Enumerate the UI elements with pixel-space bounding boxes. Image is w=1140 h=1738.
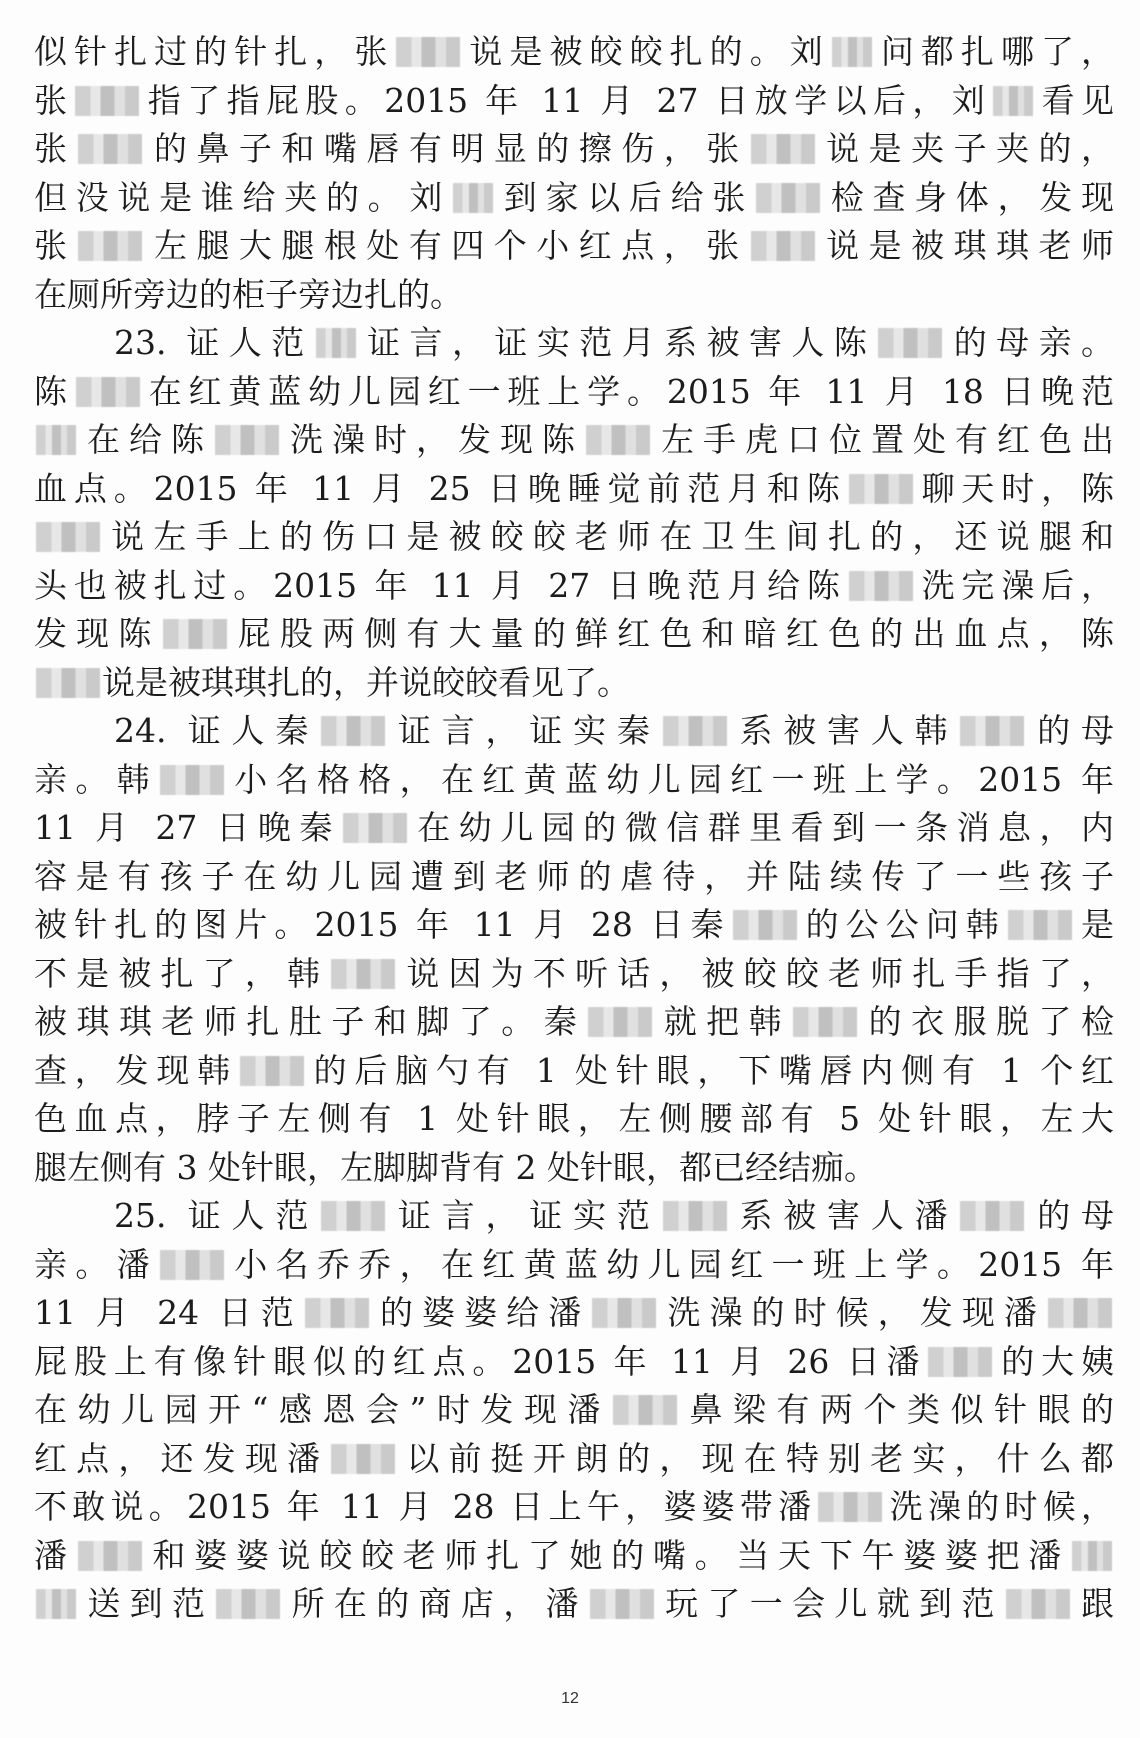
text-segment: 张: [34, 80, 74, 120]
text-segment: 在给陈: [78, 420, 213, 459]
text-segment: 说因为不听话，被皎皎老师扎手指了，: [397, 953, 1114, 993]
text-segment: 小名乔乔，在红黄蓝幼儿园红一班上学。2015 年: [225, 1244, 1114, 1284]
text-segment: 洗澡的时候，发现潘: [658, 1293, 1046, 1332]
redacted-name: [36, 522, 100, 552]
redacted-name: [36, 425, 76, 455]
text-segment: 在幼儿园开“感恩会”时发现潘: [34, 1390, 611, 1429]
text-segment: 不敢说。2015 年 11 月 28 日上午，婆婆带潘: [34, 1487, 817, 1526]
redacted-name: [36, 1589, 76, 1619]
text-line: [34, 756, 1114, 805]
redacted-name: [832, 37, 872, 67]
text-segment: 左手虎口位置处有红色出: [652, 420, 1114, 459]
text-line: [34, 222, 1114, 271]
text-line: [34, 562, 1114, 611]
text-segment: 和婆婆说皎皎老师扎了她的嘴。当天下午婆婆把潘: [143, 1535, 1071, 1575]
text-segment: 左腿大腿根处有四个小红点，张: [144, 226, 749, 265]
text-segment: 血点。2015 年 11 月 25 日晚睡觉前范月和陈: [34, 468, 847, 508]
redacted-name: [588, 1007, 652, 1037]
text-line: [34, 707, 1114, 756]
redacted-name: [215, 425, 279, 455]
text-segment: 色血点，脖子左侧有 1 处针眼，左侧腰部有 5 处针眼，左大: [34, 1099, 1114, 1138]
text-segment: 说是被琪琪扎的，并说皎皎看见了。: [102, 662, 630, 702]
text-segment: 屁股上有像针眼似的红点。2015 年 11 月 26 日潘: [34, 1341, 927, 1381]
redacted-name: [76, 377, 140, 407]
redacted-name: [793, 1007, 857, 1037]
text-segment: 25. 证人范: [114, 1196, 320, 1235]
text-segment: 在幼儿园的微信群里看到一条消息，内: [408, 808, 1114, 847]
text-line: [34, 998, 1114, 1047]
text-line: [34, 416, 1114, 465]
redacted-name: [751, 134, 815, 164]
text-segment: 被针扎的图片。2015 年 11 月 28 日秦: [34, 905, 731, 944]
text-segment: 指了指屁股。2015 年 11 月 27 日放学以后，刘: [141, 80, 992, 120]
redacted-name: [160, 1250, 224, 1280]
redacted-name: [343, 813, 407, 843]
text-segment: 不是被扎了，韩: [34, 953, 330, 993]
text-segment: 红点，还发现潘: [34, 1438, 330, 1478]
text-segment: 玩了一会儿就到范: [655, 1584, 1004, 1623]
text-line: [34, 1095, 1114, 1144]
redacted-name: [590, 1589, 654, 1619]
text-line: [34, 28, 1114, 77]
text-segment: 的衣服脱了检: [859, 1002, 1114, 1041]
text-segment: 亲。韩: [34, 759, 158, 799]
text-segment: 的大姨: [994, 1341, 1114, 1381]
text-segment: 的鼻子和嘴唇有明显的擦伤，张: [144, 129, 749, 168]
text-line: [34, 271, 1114, 320]
text-segment: 鼻梁有两个类似针眼的: [678, 1390, 1114, 1429]
text-segment: 洗完澡后，: [914, 565, 1114, 605]
redacted-name: [1008, 910, 1072, 940]
text-segment: 但没说是谁给夹的。刘: [34, 177, 452, 217]
text-segment: 似针扎过的针扎，张: [34, 32, 395, 71]
text-line: [34, 174, 1114, 223]
text-line: [34, 77, 1114, 126]
redacted-name: [36, 668, 100, 698]
redacted-name: [592, 1298, 656, 1328]
redacted-name: [78, 231, 142, 261]
redacted-name: [216, 1589, 280, 1619]
text-segment: 问都扎哪了，: [873, 32, 1114, 71]
redacted-name: [993, 86, 1033, 116]
text-segment: 检查身体，发现: [822, 177, 1114, 217]
redacted-name: [396, 37, 460, 67]
text-segment: 陈: [34, 371, 74, 411]
text-segment: 所在的商店，潘: [282, 1584, 588, 1623]
text-line: [34, 1289, 1114, 1338]
redacted-name: [663, 716, 727, 746]
redacted-name: [331, 1444, 395, 1474]
redacted-name: [305, 1298, 369, 1328]
redacted-name: [751, 231, 815, 261]
text-line: [34, 853, 1114, 902]
text-line: [34, 319, 1114, 368]
text-segment: 送到范: [78, 1584, 215, 1623]
text-segment: 发现陈: [34, 614, 161, 653]
redacted-name: [818, 1492, 882, 1522]
redacted-name: [78, 1541, 142, 1571]
text-segment: 说是被皎皎扎的。刘: [462, 32, 830, 71]
text-segment: 系被害人韩: [728, 711, 959, 750]
text-line: [34, 610, 1114, 659]
text-segment: 亲。潘: [34, 1244, 158, 1284]
text-segment: 跟: [1071, 1584, 1114, 1623]
text-segment: 是: [1073, 905, 1114, 944]
redacted-name: [613, 1395, 677, 1425]
text-line: [34, 659, 1114, 708]
text-segment: 证言，证实秦: [387, 711, 661, 750]
text-line: [34, 1435, 1114, 1484]
redacted-name: [163, 619, 227, 649]
text-segment: 23. 证人范: [114, 323, 314, 362]
text-segment: 的母亲。: [944, 323, 1114, 362]
redacted-name: [1006, 1589, 1070, 1619]
redacted-name: [663, 1201, 727, 1231]
text-segment: 小名格格，在红黄蓝幼儿园红一班上学。2015 年: [225, 759, 1114, 799]
text-line: [34, 125, 1114, 174]
text-segment: 24. 证人秦: [114, 711, 320, 750]
text-segment: 在红黄蓝幼儿园红一班上学。2015 年 11 月 18 日晚范: [141, 371, 1114, 411]
redacted-name: [316, 328, 356, 358]
text-segment: 以前挺开朗的，现在特别老实，什么都: [397, 1438, 1114, 1478]
text-segment: 就把韩: [654, 1002, 792, 1041]
text-line: [34, 1532, 1114, 1581]
redacted-name: [321, 1201, 385, 1231]
text-segment: 在厕所旁边的柜子旁边扎的。: [34, 274, 463, 314]
redacted-name: [1072, 1541, 1112, 1571]
redacted-name: [321, 716, 385, 746]
text-segment: 说是夹子夹的，: [816, 129, 1114, 168]
text-segment: 的母: [1026, 1196, 1114, 1235]
text-segment: 证言，证实范: [387, 1196, 661, 1235]
text-segment: 被琪琪老师扎肚子和脚了。秦: [34, 1002, 587, 1041]
document-body: [34, 28, 1114, 1629]
text-segment: 容是有孩子在幼儿园遭到老师的虐待，并陆续传了一些孩子: [34, 856, 1114, 896]
text-segment: 查，发现韩: [34, 1050, 238, 1090]
redacted-name: [733, 910, 797, 940]
redacted-name: [849, 571, 913, 601]
text-segment: 的母: [1026, 711, 1114, 750]
text-line: [34, 1192, 1114, 1241]
redacted-name: [849, 474, 913, 504]
text-segment: 腿左侧有 3 处针眼，左脚脚背有 2 处针眼，都已经结痂。: [34, 1147, 877, 1187]
text-line: [34, 950, 1114, 999]
redacted-name: [160, 765, 224, 795]
text-line: [34, 465, 1114, 514]
redacted-name: [78, 134, 142, 164]
text-line: [34, 1241, 1114, 1290]
text-line: [34, 1338, 1114, 1387]
text-line: [34, 368, 1114, 417]
text-segment: 头也被扎过。2015 年 11 月 27 日晚范月给陈: [34, 565, 847, 605]
redacted-name: [960, 716, 1024, 746]
text-segment: 11 月 24 日范: [34, 1293, 303, 1332]
text-segment: 的公公问韩: [798, 905, 1006, 944]
text-segment: 说是被琪琪老师: [816, 226, 1114, 265]
redacted-name: [878, 328, 942, 358]
text-segment: 系被害人潘: [728, 1196, 959, 1235]
redacted-name: [331, 959, 395, 989]
text-segment: 证言，证实范月系被害人陈: [357, 323, 877, 362]
redacted-name: [960, 1201, 1024, 1231]
redacted-name: [453, 183, 493, 213]
text-segment: 洗澡的时候，: [884, 1487, 1114, 1526]
text-line: [34, 1580, 1114, 1629]
text-segment: 聊天时，陈: [914, 468, 1114, 508]
text-segment: 屁股两侧有大量的鲜红色和暗红色的出血点，陈: [228, 614, 1114, 653]
text-segment: 到家以后给张: [495, 177, 755, 217]
text-line: [34, 901, 1114, 950]
text-line: [34, 1144, 1114, 1193]
text-line: [34, 1047, 1114, 1096]
text-segment: 11 月 27 日晚秦: [34, 808, 341, 847]
text-segment: 说左手上的伤口是被皎皎老师在卫生间扎的，还说腿和: [102, 517, 1114, 556]
text-segment: 的婆婆给潘: [370, 1293, 591, 1332]
text-segment: 洗澡时，发现陈: [281, 420, 584, 459]
redacted-name: [928, 1347, 992, 1377]
text-line: [34, 1483, 1114, 1532]
redacted-name: [75, 86, 139, 116]
redacted-name: [240, 1056, 304, 1086]
text-segment: 张: [34, 129, 77, 168]
text-line: [34, 804, 1114, 853]
text-segment: 潘: [34, 1535, 76, 1575]
redacted-name: [586, 425, 650, 455]
text-line: [34, 1386, 1114, 1435]
redacted-name: [1048, 1298, 1112, 1328]
redacted-name: [756, 183, 820, 213]
page-number: 12: [561, 1690, 579, 1707]
text-line: [34, 513, 1114, 562]
text-segment: 的后脑勺有 1 处针眼，下嘴唇内侧有 1 个红: [305, 1050, 1114, 1090]
text-segment: 张: [34, 226, 77, 265]
text-segment: 看见: [1035, 80, 1114, 120]
